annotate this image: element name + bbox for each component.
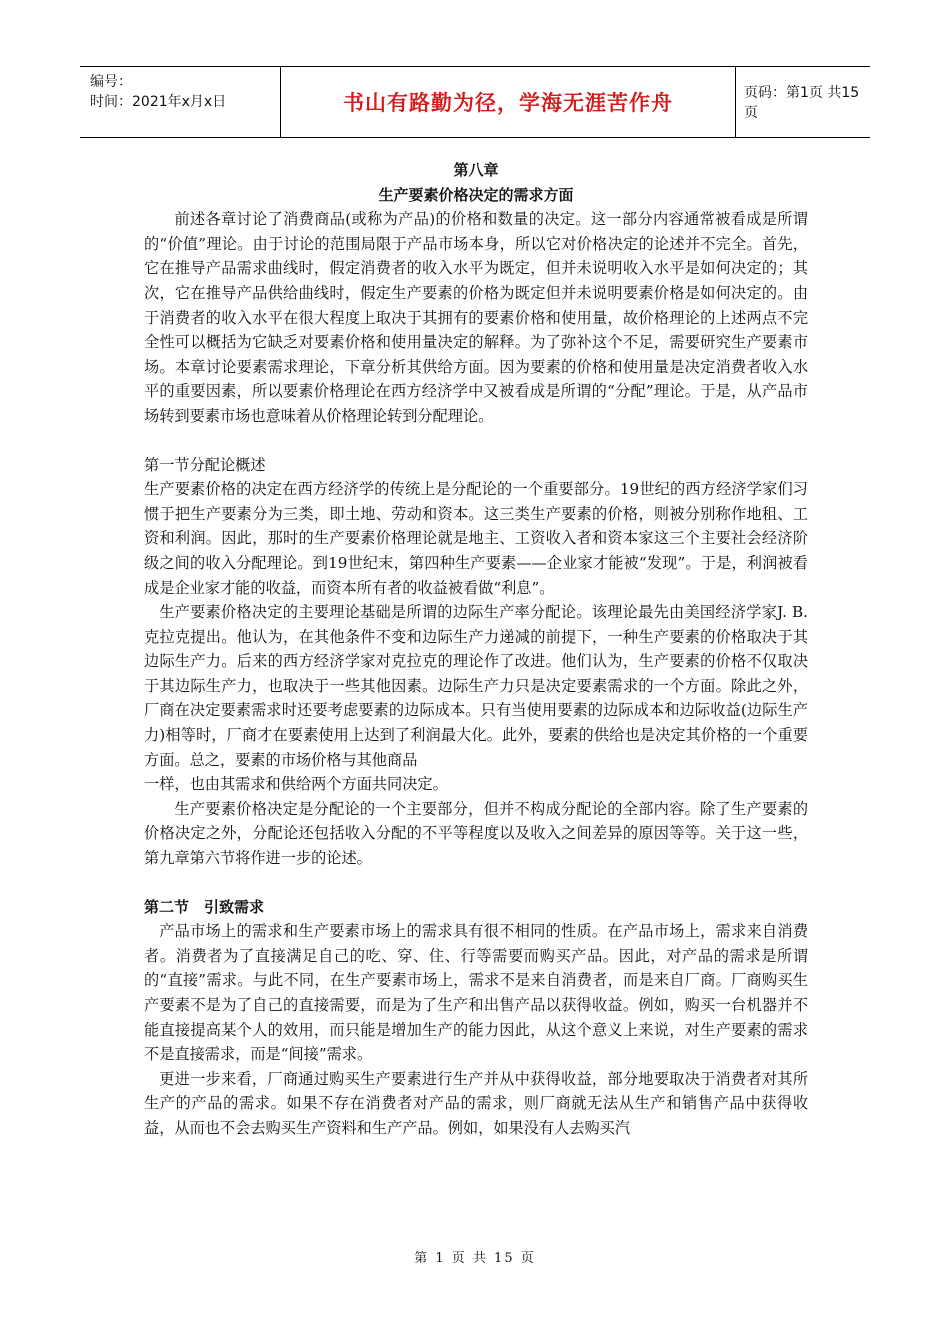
section2-title: 第二节 引致需求 (144, 897, 265, 916)
section2-paragraph-2: 更进一步来看，厂商通过购买生产要素进行生产并从中获得收益，部分地要取决于消费者对其所生产的产品的需求。如果不存在消费者对产品的需求，则厂商就无法从生产和销售产品中获得收益，从而也不会去购买生产资料和生产产品。例如，如果没有人去购买汽 (144, 1069, 808, 1137)
section1-paragraph-2-continued: 一样，也由其需求和供给两个方面共同决定。 (144, 775, 448, 794)
spacer (144, 429, 808, 453)
document-date-label: 时间：2021年x月x日 (90, 94, 227, 110)
spacer (144, 871, 808, 895)
document-body (144, 158, 808, 1141)
section1-paragraph-3: 生产要素价格决定是分配论的一个主要部分，但并不构成分配论的全部内容。除了生产要素的价格决定之外，分配论还包括收入分配的不平等程度以及收入之间差异的原因等等。关于这一些，第九章第六节将作进一步的论述。 (144, 799, 808, 868)
intro-paragraph: 前述各章讨论了消费商品(或称为产品)的价格和数量的决定。这一部分内容通常被看成是所谓的“价值”理论。由于讨论的范围局限于产品市场本身，所以它对价格决定的论述并不完全。首先，它在推导产品需求曲线时，假定消费者的收入水平为既定，但并未说明收入水平是如何决定的；其次，它在推导产品供给曲线时，假定生产要素的价格为既定但并未说明要素价格是如何决定的。由于消费者的收入水平在很大程度上取决于其拥有的要素价格和使用量，故价格理论的上述两点不完全性可以概括为它缺乏对要素价格和使用量决定的解释。为了弥补这个不足，需要研究生产要素市场。本章讨论要素需求理论，下章分析其供给方面。因为要素的价格和使用量是决定消费者收入水平的重要因素，所以要素价格理论在西方经济学中又被看成是所谓的“分配”理论。于是，从产品市场转到要素市场也意味着从价格理论转到分配理论。 (144, 210, 808, 425)
section1-title: 第一节分配论概述 (144, 455, 266, 474)
page-footer: 第 1 页 共 15 页 (414, 1251, 536, 1266)
section2-paragraph-1: 产品市场上的需求和生产要素市场上的需求具有很不相同的性质。在产品市场上，需求来自消费者。消费者为了直接满足自己的吃、穿、住、行等需要而购买产品。因此，对产品的需求是所谓的“直接”需求。与此不同，在生产要素市场上，需求不是来自消费者，而是来自厂商。厂商购买生产要素不是为了自己的直接需要，而是为了生产和出售产品以获得收益。例如，购买一台机器并不能直接提高某个人的效用，而只能是增加生产的能力因此，从这个意义上来说，对生产要素的需求不是直接需求，而是“间接”需求。 (144, 922, 808, 1064)
header-meta-cell (80, 67, 281, 137)
section1-paragraph-1: 生产要素价格的决定在西方经济学的传统上是分配论的一个重要部分。19世纪的西方经济学家们习惯于把生产要素分为三类，即土地、劳动和资本。这三类生产要素的价格，则被分别称作地租、工资和利润。因此，那时的生产要素价格理论就是地主、工资收入者和资本家这三个主要社会经济阶级之间的收入分配理论。到19世纪末，第四种生产要素——企业家才能被“发现”。于是，利润被看成是企业家才能的收益，而资本所有者的收益被看做“利息”。 (144, 480, 808, 597)
header-page-info: 页码：第1页 共15页 (744, 85, 860, 121)
chapter-title: 生产要素价格决定的需求方面 (378, 185, 574, 204)
document-number-label: 编号： (90, 74, 132, 90)
header-motto: 书山有路勤为径，学海无涯苦作舟 (281, 67, 736, 137)
chapter-number: 第八章 (453, 161, 499, 179)
document-header (80, 66, 870, 138)
section1-paragraph-2: 生产要素价格决定的主要理论基础是所谓的边际生产率分配论。该理论最先由美国经济学家J. B. 克拉克提出。他认为，在其他条件不变和边际生产力递减的前提下，一种生产要素的价格取决于其边际生产力。后来的西方经济学家对克拉克的理论作了改进。他们认为，生产要素的价格不仅取决于其边际生产力，也取决于一些其他因素。边际生产力只是决定要素需求的一个方面。除此之外，厂商在决定要素需求时还要考虑要素的边际成本。只有当使用要素的边际成本和边际收益(边际生产力)相等时，厂商才在要素使用上达到了利润最大化。此外，要素的供给也是决定其价格的一个重要方面。总之，要素的市场价格与其他商品 (144, 603, 808, 769)
